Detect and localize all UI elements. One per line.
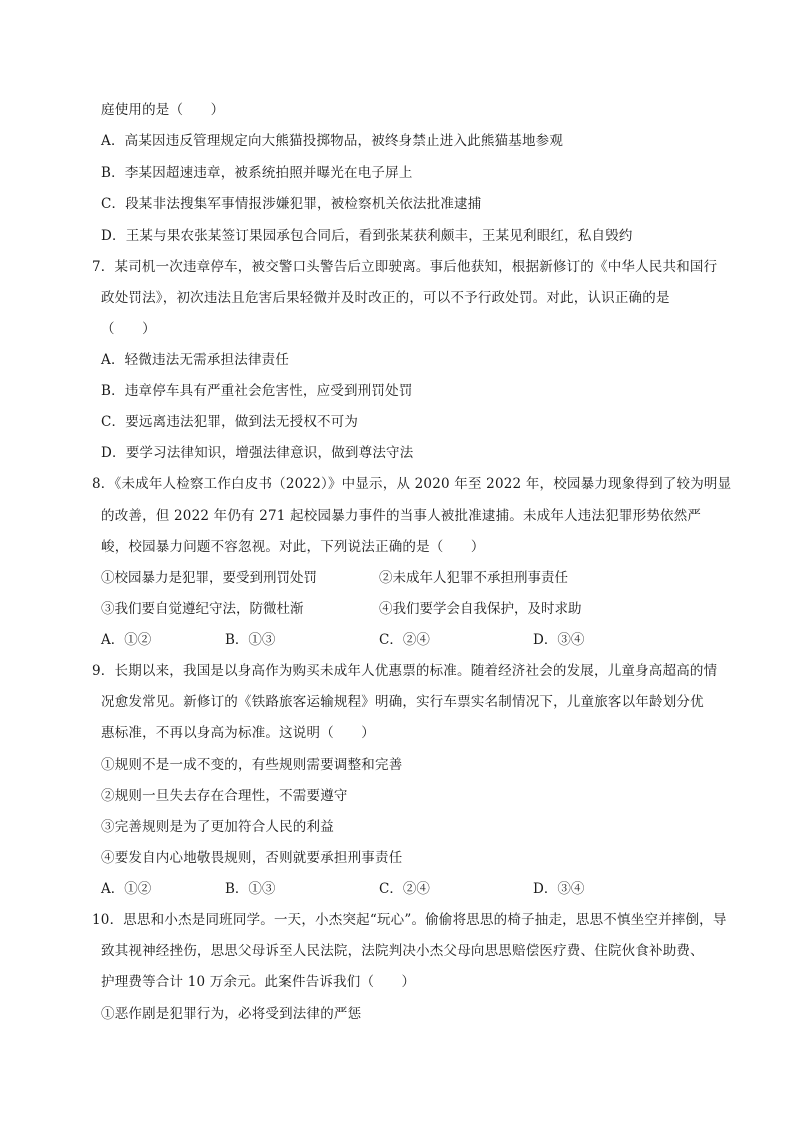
q6-option-d: D．王某与果农张某签订果园承包合同后，看到张某获利颇丰，王某见利眼红，私自毁约 <box>101 228 633 244</box>
q8-statement-3: ③我们要自觉遵纪守法，防微杜渐 <box>101 601 304 617</box>
q8-stem-line-3: 峻，校园暴力问题不容忽视。对此，下列说法正确的是（ ） <box>101 539 485 555</box>
q7-option-c: C．要远离违法犯罪，做到法无授权不可为 <box>101 414 359 430</box>
q6-option-a: A．高某因违反管理规定向大熊猫投掷物品，被终身禁止进入此熊猫基地参观 <box>101 133 564 149</box>
q8-statement-1: ①校园暴力是犯罪，要受到刑罚处罚 <box>101 570 317 586</box>
q8-choice-c: C．②④ <box>379 632 430 648</box>
q8-choice-d: D．③④ <box>533 632 585 648</box>
q9-stem-line-1: 9．长期以来，我国是以身高作为购买未成年人优惠票的标准。随着经济社会的发展，儿童身高超高的情 <box>92 663 718 679</box>
q10-stem-line-2: 致其视神经挫伤，思思父母诉至人民法院，法院判决小杰父母向思思赔偿医疗费、住院伙食补助费、 <box>101 943 704 959</box>
q6-option-b: B．李某因超速违章，被系统拍照并曝光在电子屏上 <box>101 165 413 181</box>
q9-choice-b: B．①③ <box>225 881 276 897</box>
q7-option-b: B．违章停车具有严重社会危害性，应受到刑罚处罚 <box>101 383 413 399</box>
q9-choice-c: C．②④ <box>379 881 430 897</box>
q10-statement-1: ①恶作剧是犯罪行为，必将受到法律的严惩 <box>101 1006 362 1022</box>
q8-statement-2: ②未成年人犯罪不承担刑事责任 <box>379 570 568 586</box>
q6-option-c: C．段某非法搜集军事情报涉嫌犯罪，被检察机关依法批准逮捕 <box>101 196 482 212</box>
q9-statement-1: ①规则不是一成不变的，有些规则需要调整和完善 <box>101 757 403 773</box>
q7-stem-line-2: 政处罚法》，初次违法且危害后果轻微并及时改正的，可以不予行政处罚。对此，认识正确的是 <box>101 290 670 306</box>
q9-stem-line-3: 惠标准，不再以身高为标准。这说明（ ） <box>101 725 375 741</box>
q7-option-d: D．要学习法律知识，增强法律意识，做到尊法守法 <box>101 445 414 461</box>
q10-stem-line-3: 护理费等合计 10 万余元。此案件告诉我们（ ） <box>101 974 416 990</box>
q10-stem-line-1: 10．思思和小杰是同班同学。一天，小杰突起“玩心”。偷偷将思思的椅子抽走，思思不慎坐空并摔倒，导 <box>92 912 727 928</box>
q6-stem-tail: 庭使用的是（ ） <box>101 102 225 118</box>
q9-stem-line-2: 况愈发常见。新修订的《铁路旅客运输规程》明确，实行车票实名制情况下，儿童旅客以年龄划分优 <box>101 694 704 710</box>
q8-stem-line-2: 的改善，但 2022 年仍有 271 起校园暴力事件的当事人被批准逮捕。未成年人违法犯罪形势依然严 <box>101 508 702 524</box>
q8-statement-4: ④我们要学会自我保护，及时求助 <box>379 601 582 617</box>
q7-option-a: A．轻微违法无需承担法律责任 <box>101 352 290 368</box>
q9-statement-3: ③完善规则是为了更加符合人民的利益 <box>101 819 334 835</box>
q8-choice-b: B．①③ <box>225 632 276 648</box>
q9-statement-2: ②规则一旦失去存在合理性，不需要遵守 <box>101 788 348 804</box>
q9-choice-a: A．①② <box>101 881 152 897</box>
q8-stem-line-1: 8．《未成年人检察工作白皮书（2022）》中显示，从 2020 年至 2022 年，校园暴力现象得到了较为明显 <box>92 476 732 492</box>
q9-statement-4: ④要发自内心地敬畏规则，否则就要承担刑事责任 <box>101 850 403 866</box>
q9-choice-d: D．③④ <box>533 881 585 897</box>
q8-choice-a: A．①② <box>101 632 152 648</box>
q7-stem-line-3: （ ） <box>101 321 156 337</box>
q7-stem-line-1: 7．某司机一次违章停车，被交警口头警告后立即驶离。事后他获知，根据新修订的《中华人民共和国行 <box>92 259 718 275</box>
